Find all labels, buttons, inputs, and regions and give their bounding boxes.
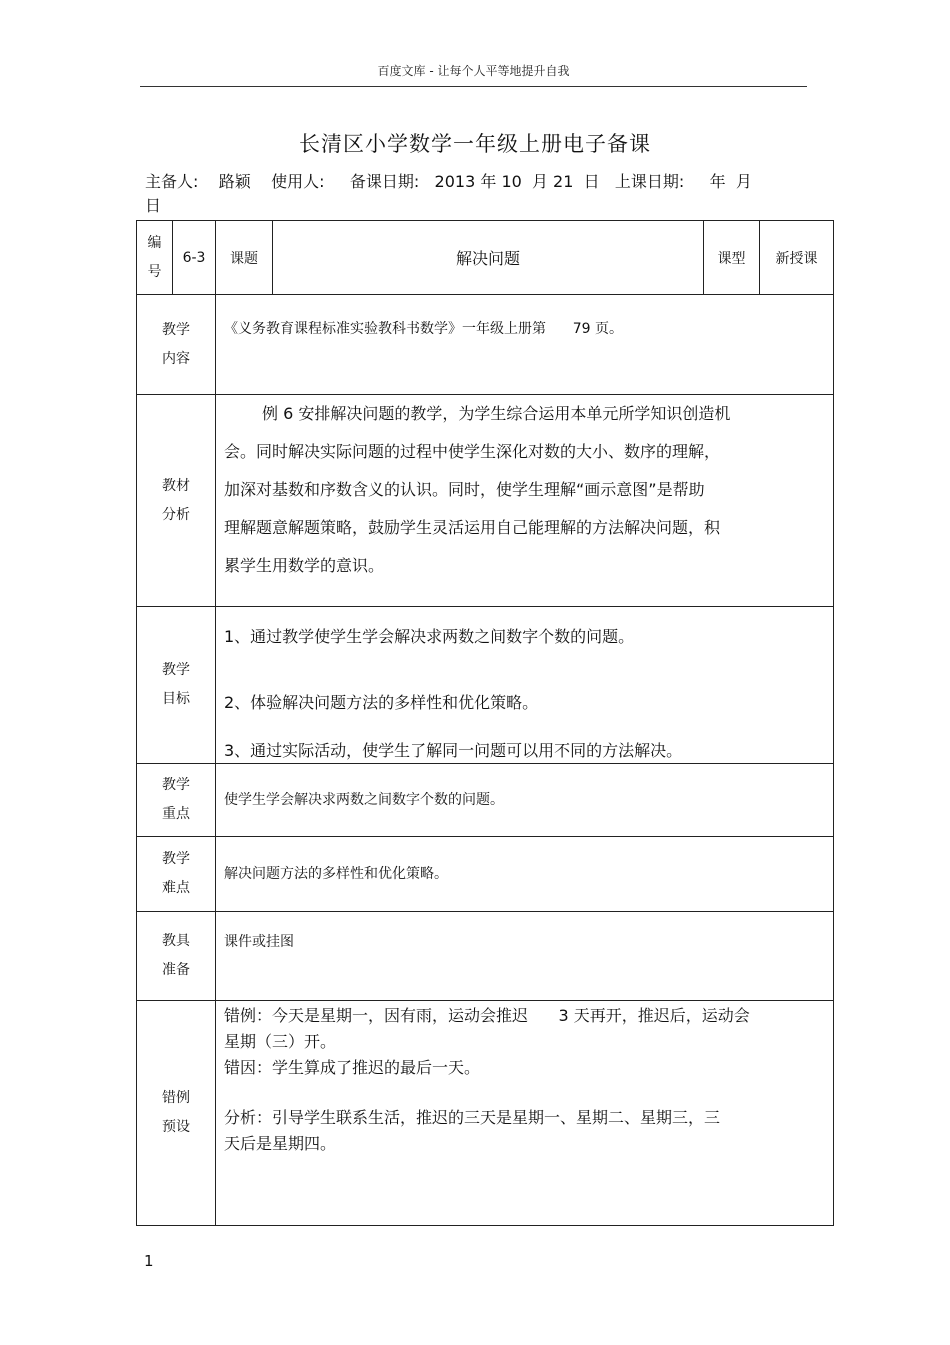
content-label	[137, 295, 216, 395]
analysis-line-3: 加深对基数和序数含义的认识。同时，使学生理解“画示意图”是帮助	[224, 480, 705, 499]
table-row-goals	[137, 607, 834, 764]
table-row-difficulty	[137, 837, 834, 912]
analysis-line-5: 累学生用数学的意识。	[224, 556, 385, 575]
kexing-label: 课型	[704, 221, 760, 295]
keypoint-text: 使学生学会解决求两数之间数字个数的问题。	[216, 764, 834, 837]
keypoint-label-line-1: 教学	[162, 777, 190, 793]
goal-item-1: 1、通过教学使学生学会解决求两数之间数字个数的问题。	[224, 627, 635, 646]
goal-item-2: 2、体验解决问题方法的多样性和优化策略。	[224, 693, 539, 712]
lesson-meta	[145, 170, 825, 218]
content-label-line-1: 教学	[162, 321, 190, 338]
keti-value: 解决问题	[273, 221, 704, 295]
analysis-label-line-1: 教材	[162, 477, 190, 494]
table-row-tools	[137, 912, 834, 1001]
document-header: 百度文库 - 让每个人平等地提升自我	[377, 64, 570, 78]
tools-label-line-2: 准备	[162, 962, 190, 978]
table-row-header	[137, 221, 834, 295]
lesson-plan-table	[136, 220, 834, 1226]
keypoint-label-line-2: 重点	[162, 806, 190, 822]
content-text: 《义务教育课程标准实验教科书数学》一年级上册第 79 页。	[224, 321, 623, 337]
difficulty-label	[137, 837, 216, 912]
table-row-errors	[137, 1001, 834, 1226]
analysis-line-2: 会。同时解决实际问题的过程中使学生深化对数的大小、数序的理解，	[224, 442, 721, 461]
analysis-label-line-2: 分析	[162, 506, 190, 523]
difficulty-text: 解决问题方法的多样性和优化策略。	[216, 837, 834, 912]
keypoint-label	[137, 764, 216, 837]
errors-label	[137, 1001, 216, 1226]
content-label-line-2: 内容	[162, 350, 190, 367]
error-analysis-line-2: 天后是星期四。	[224, 1134, 337, 1153]
table-row-content	[137, 295, 834, 395]
analysis-label	[137, 395, 216, 607]
goals-label-line-1: 教学	[162, 662, 190, 678]
meta-line-2: 日	[145, 196, 162, 215]
goals-label	[137, 607, 216, 764]
analysis-line-1: 例 6 安排解决问题的教学，为学生综合运用本单元所学知识创造机	[262, 404, 731, 423]
table-row-analysis	[137, 395, 834, 607]
bianhao-label: 编号	[147, 234, 162, 280]
table-row-keypoint	[137, 764, 834, 837]
meta-line-1: 主备人: 路颖 使用人: 备课日期: 2013 年 10 月 21 日 上课日期: 年 月	[145, 172, 752, 191]
kexing-value: 新授课	[760, 221, 834, 295]
content-cell	[216, 295, 834, 395]
error-example-line-1: 错例：今天是星期一，因有雨，运动会推迟 3 天再开，推迟后，运动会	[224, 1006, 750, 1025]
keti-label: 课题	[216, 221, 273, 295]
difficulty-label-line-1: 教学	[162, 851, 190, 867]
errors-label-line-1: 错例	[162, 1090, 190, 1106]
bianhao-label-cell	[137, 221, 173, 295]
bianhao-value: 6-3	[173, 221, 216, 295]
tools-text: 课件或挂图	[224, 934, 294, 950]
errors-cell	[216, 1001, 834, 1226]
error-cause: 错因：学生算成了推迟的最后一天。	[224, 1058, 481, 1077]
goals-cell	[216, 607, 834, 764]
page-number: 1	[144, 1252, 154, 1270]
tools-cell	[216, 912, 834, 1001]
error-example-line-2: 星期（三）开。	[224, 1032, 337, 1051]
difficulty-label-line-2: 难点	[162, 880, 190, 896]
errors-label-line-2: 预设	[162, 1119, 190, 1135]
goal-item-3: 3、通过实际活动，使学生了解同一问题可以用不同的方法解决。	[224, 741, 683, 760]
goals-label-line-2: 目标	[162, 691, 190, 707]
tools-label	[137, 912, 216, 1001]
analysis-line-4: 理解题意解题策略，鼓励学生灵活运用自己能理解的方法解决问题，积	[224, 518, 721, 537]
tools-label-line-1: 教具	[162, 933, 190, 949]
analysis-cell	[216, 395, 834, 607]
document-title: 长清区小学数学一年级上册电子备课	[299, 132, 651, 156]
error-analysis-line-1: 分析：引导学生联系生活，推迟的三天是星期一、星期二、星期三，三	[224, 1108, 721, 1127]
header-divider	[140, 86, 807, 87]
